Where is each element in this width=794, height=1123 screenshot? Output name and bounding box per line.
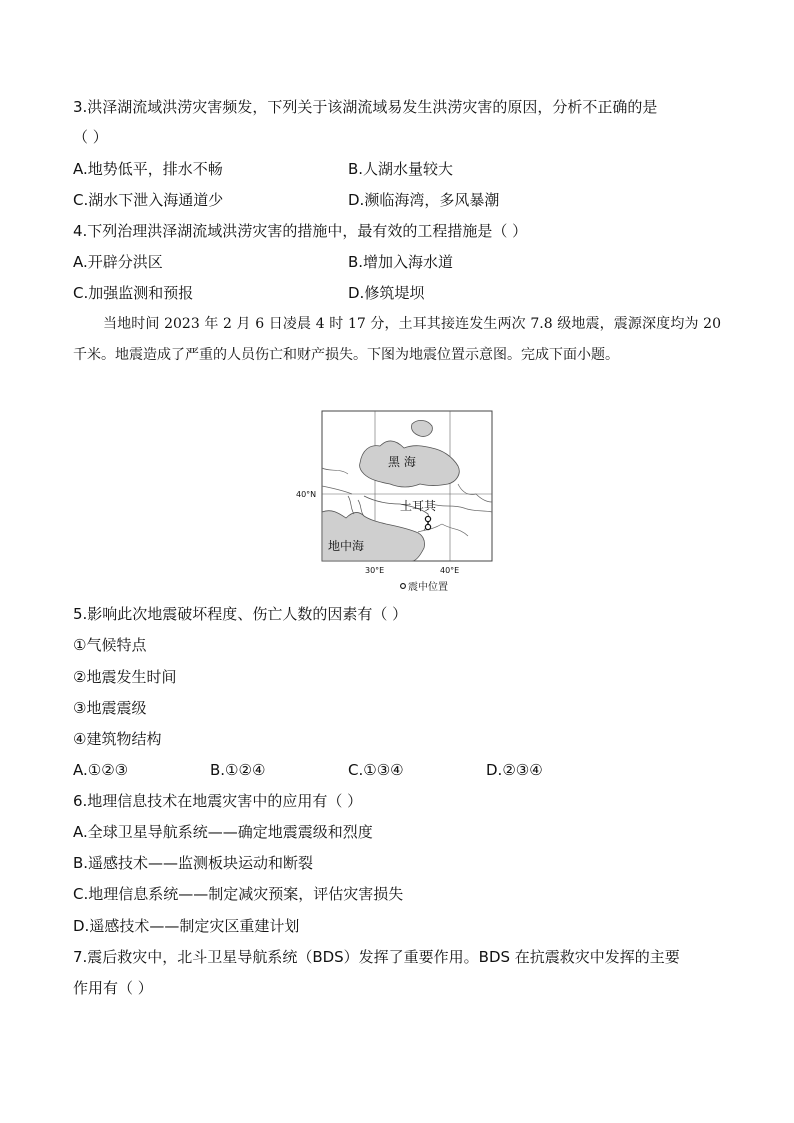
q5-stem: 5.影响此次地震破坏程度、伤亡人数的因素有（ ） xyxy=(73,605,408,623)
q3-option-d: D.濒临海湾，多风暴潮 xyxy=(348,191,500,209)
q4-option-a: A.开辟分洪区 xyxy=(73,253,163,271)
label-lon-30e: 30°E xyxy=(365,566,385,575)
label-lat-40n: 40°N xyxy=(296,490,317,499)
q6-option-b: B.遥感技术——监测板块运动和断裂 xyxy=(73,854,314,872)
label-lon-40e: 40°E xyxy=(440,566,460,575)
q5-option-b: B.①②④ xyxy=(210,761,266,779)
q3-option-c: C.湖水下泄入海通道少 xyxy=(73,191,224,209)
label-black-sea: 黑 海 xyxy=(388,455,416,469)
q5-item-2: ②地震发生时间 xyxy=(73,668,177,686)
earthquake-passage: 当地时间 2023 年 2 月 6 日凌晨 4 时 17 分，土耳其接连发生两次 7.8 级地震，震源深度均为 20 千米。地震造成了严重的人员伤亡和财产损失。下图为地震位置示意图。完成下面小题。 xyxy=(73,316,721,363)
q6-option-c: C.地理信息系统——制定减灾预案，评估灾害损失 xyxy=(73,885,404,903)
q5-option-d: D.②③④ xyxy=(486,761,543,779)
map-svg xyxy=(292,408,502,598)
q5-item-3: ③地震震级 xyxy=(73,699,147,717)
q6-stem: 6.地理信息技术在地震灾害中的应用有（ ） xyxy=(73,792,363,810)
q3-option-a: A.地势低平，排水不畅 xyxy=(73,160,223,178)
q7-stem-line1: 7.震后救灾中，北斗卫星导航系统（BDS）发挥了重要作用。BDS 在抗震救灾中发挥的主要 xyxy=(73,948,680,966)
label-turkey: 土耳其 xyxy=(400,499,437,513)
legend-epicenter-icon xyxy=(401,584,406,589)
q4-stem: 4.下列治理洪泽湖流域洪涝灾害的措施中，最有效的工程措施是（ ） xyxy=(73,222,528,240)
earthquake-location-map xyxy=(292,408,502,598)
q3-stem-line2: （ ） xyxy=(73,128,108,146)
q5-item-4: ④建筑物结构 xyxy=(73,730,162,748)
q3-option-b: B.人湖水量较大 xyxy=(348,160,454,178)
legend-epicenter-label: 震中位置 xyxy=(408,582,448,593)
q5-item-1: ①气候特点 xyxy=(73,636,147,654)
q4-option-c: C.加强监测和预报 xyxy=(73,284,194,302)
q3-stem-line1: 3.洪泽湖流域洪涝灾害频发，下列关于该湖流域易发生洪涝灾害的原因，分析不正确的是 xyxy=(73,98,658,116)
q5-option-c: C.①③④ xyxy=(348,761,404,779)
q7-stem-line2: 作用有（ ） xyxy=(73,979,153,997)
q4-option-d: D.修筑堤坝 xyxy=(348,284,425,302)
q6-option-d: D.遥感技术——制定灾区重建计划 xyxy=(73,917,300,935)
q4-option-b: B.增加入海水道 xyxy=(348,253,454,271)
label-mediterranean: 地中海 xyxy=(328,539,365,553)
q5-option-a: A.①②③ xyxy=(73,761,129,779)
q6-option-a: A.全球卫星导航系统——确定地震震级和烈度 xyxy=(73,823,373,841)
